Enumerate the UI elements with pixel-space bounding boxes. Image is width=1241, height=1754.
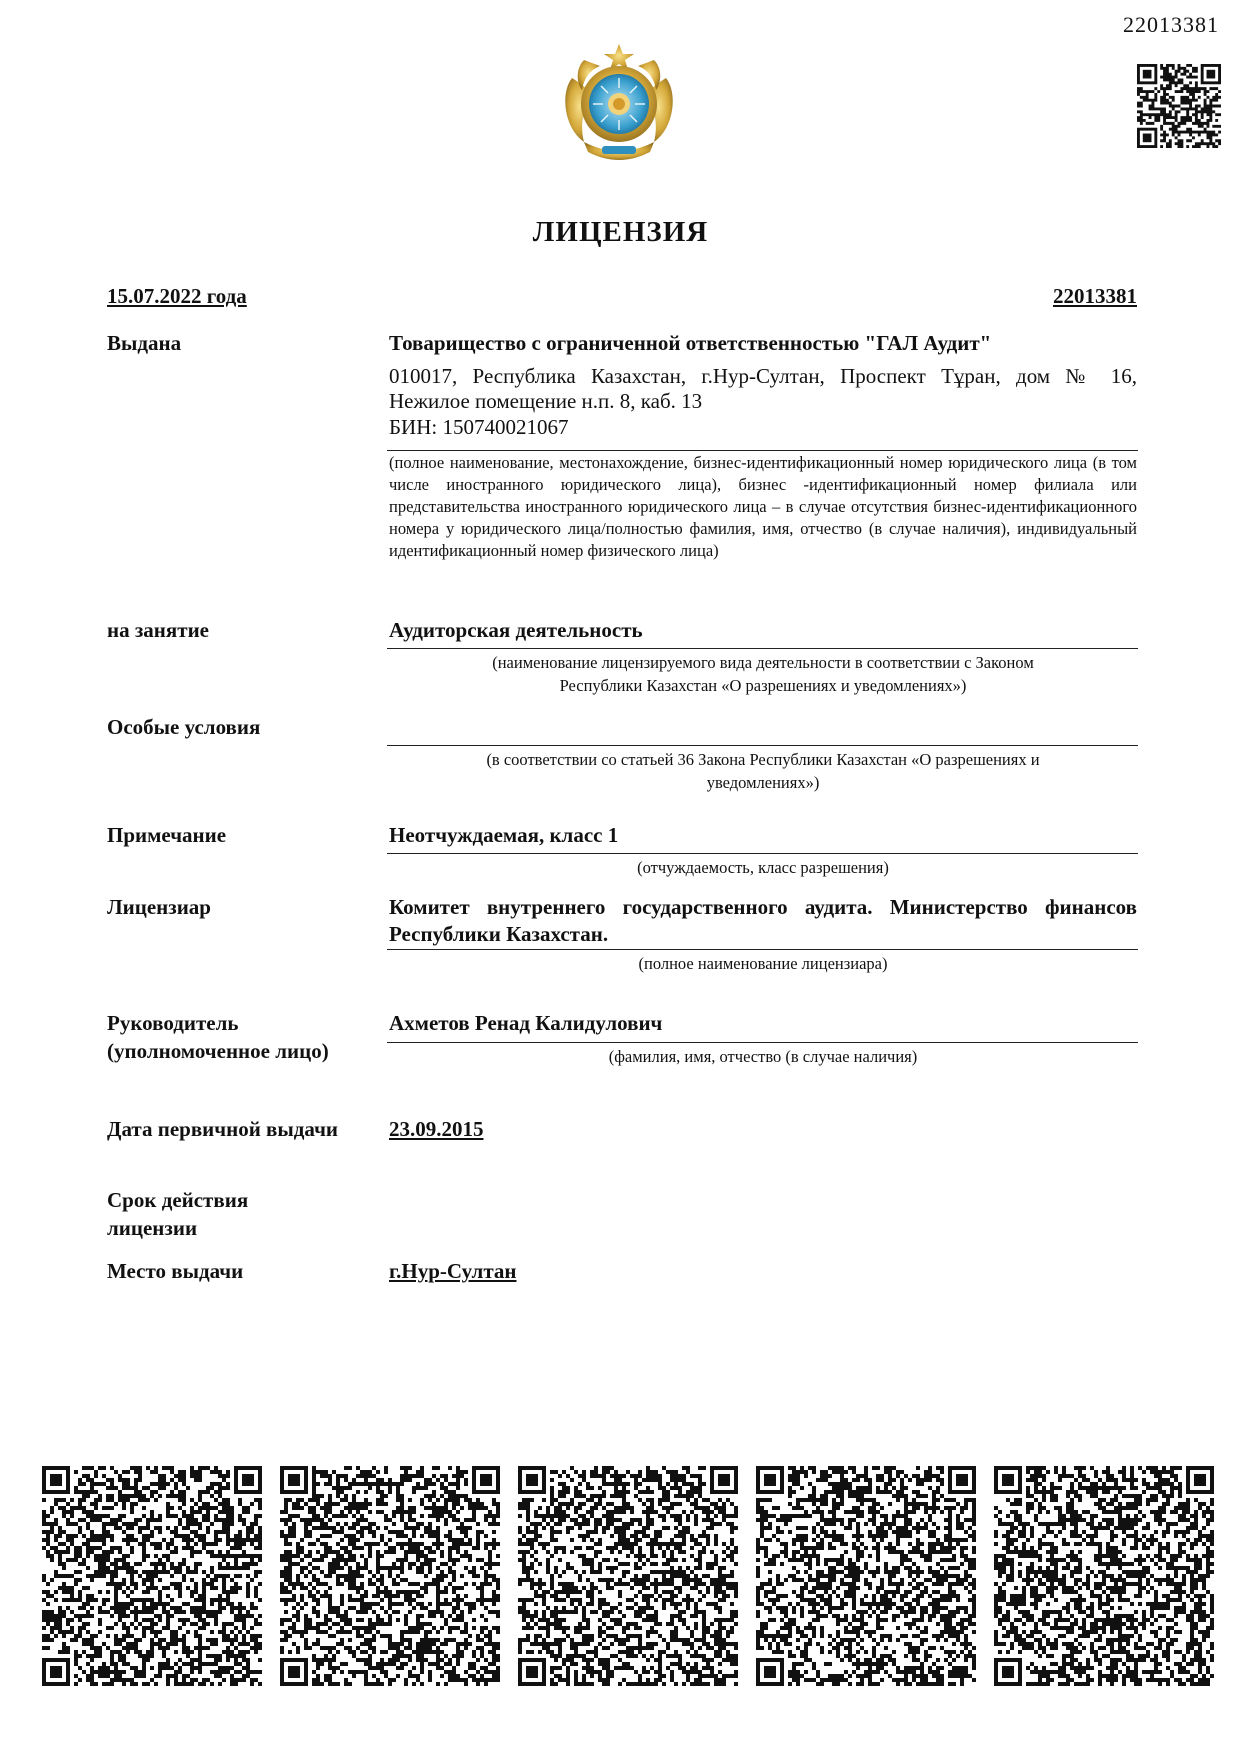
first-issue-value: 23.09.2015 [389,1117,484,1141]
remark-label: Примечание [107,823,227,847]
licensor-rule [387,949,1138,950]
qr-code-icon [42,1466,262,1686]
head-label-line2: (уполномоченное лицо) [107,1039,329,1063]
activity-note-line1: (наименование лицензируемого вида деятельности в соответствии с Законом [492,653,1034,672]
qr-code-icon [280,1466,500,1686]
head-label-line1: Руководитель [107,1011,239,1035]
licensor-label: Лицензиар [107,895,211,919]
activity-rule [387,648,1138,649]
qr-code-icon [756,1466,976,1686]
kazakhstan-state-emblem-icon [554,38,684,168]
head-rule [387,1042,1138,1043]
special-conditions-note-line1: (в соответствии со статьей 36 Закона Республики Казахстан «О разрешениях и [486,750,1040,769]
license-number: 22013381 [1053,284,1137,308]
licensee-address-line2: Нежилое помещение н.п. 8, каб. 13 [389,389,703,413]
document-number-top: 22013381 [1123,12,1219,37]
special-conditions-note-line2: уведомлениях») [706,773,820,792]
document-title: ЛИЦЕНЗИЯ [532,216,709,248]
remark-note: (отчуждаемость, класс разрешения) [637,858,889,877]
remark-value: Неотчуждаемая, класс 1 [389,823,619,847]
activity-value: Аудиторская деятельность [389,618,643,642]
qr-code-icon [518,1466,738,1686]
head-note: (фамилия, имя, отчество (в случае наличия) [608,1047,918,1066]
licensee-bin: БИН: 150740021067 [389,415,569,439]
issue-date: 15.07.2022 года [107,284,247,308]
issued-to-rule [387,450,1138,451]
licensor-note: (полное наименование лицензиара) [638,954,888,973]
head-value: Ахметов Ренад Калидулович [389,1011,663,1035]
validity-label-line2: лицензии [107,1216,198,1240]
activity-label: на занятие [107,618,209,642]
licensee-name: Товарищество с ограниченной ответственностью "ГАЛ Аудит" [389,331,992,355]
issued-to-note: (полное наименование, местонахождение, бизнес-идентификационный номер юридического лица (в том числе иностранного юридического лица), бизнес -идентификационный номер филиала или представительства иностранного юридического лица – в случае отсутствия бизнес-идентификационного номера у юридического лица/полностью фамилия, имя, отчество (в случае наличия), индивидуальный идентификационный номер физического лица) [389,453,1137,560]
licensee-address-line1: 010017, Республика Казахстан, г.Нур-Султан, Проспект Тұран, дом № 16, [389,364,1137,388]
licensor-value: Комитет внутреннего государственного аудита. Министерство финансов Республики Казахстан. [389,895,1137,946]
activity-note-line2: Республики Казахстан «О разрешениях и уведомлениях») [559,676,967,695]
special-conditions-label: Особые условия [107,715,261,739]
place-label: Место выдачи [107,1259,244,1283]
issued-to-label: Выдана [107,331,182,355]
special-conditions-rule [387,745,1138,746]
place-value: г.Нур-Султан [389,1259,517,1283]
qr-code-icon [994,1466,1214,1686]
first-issue-label: Дата первичной выдачи [107,1117,339,1141]
qr-code-icon [1137,64,1221,148]
validity-label-line1: Срок действия [107,1188,249,1212]
remark-rule [387,853,1138,854]
